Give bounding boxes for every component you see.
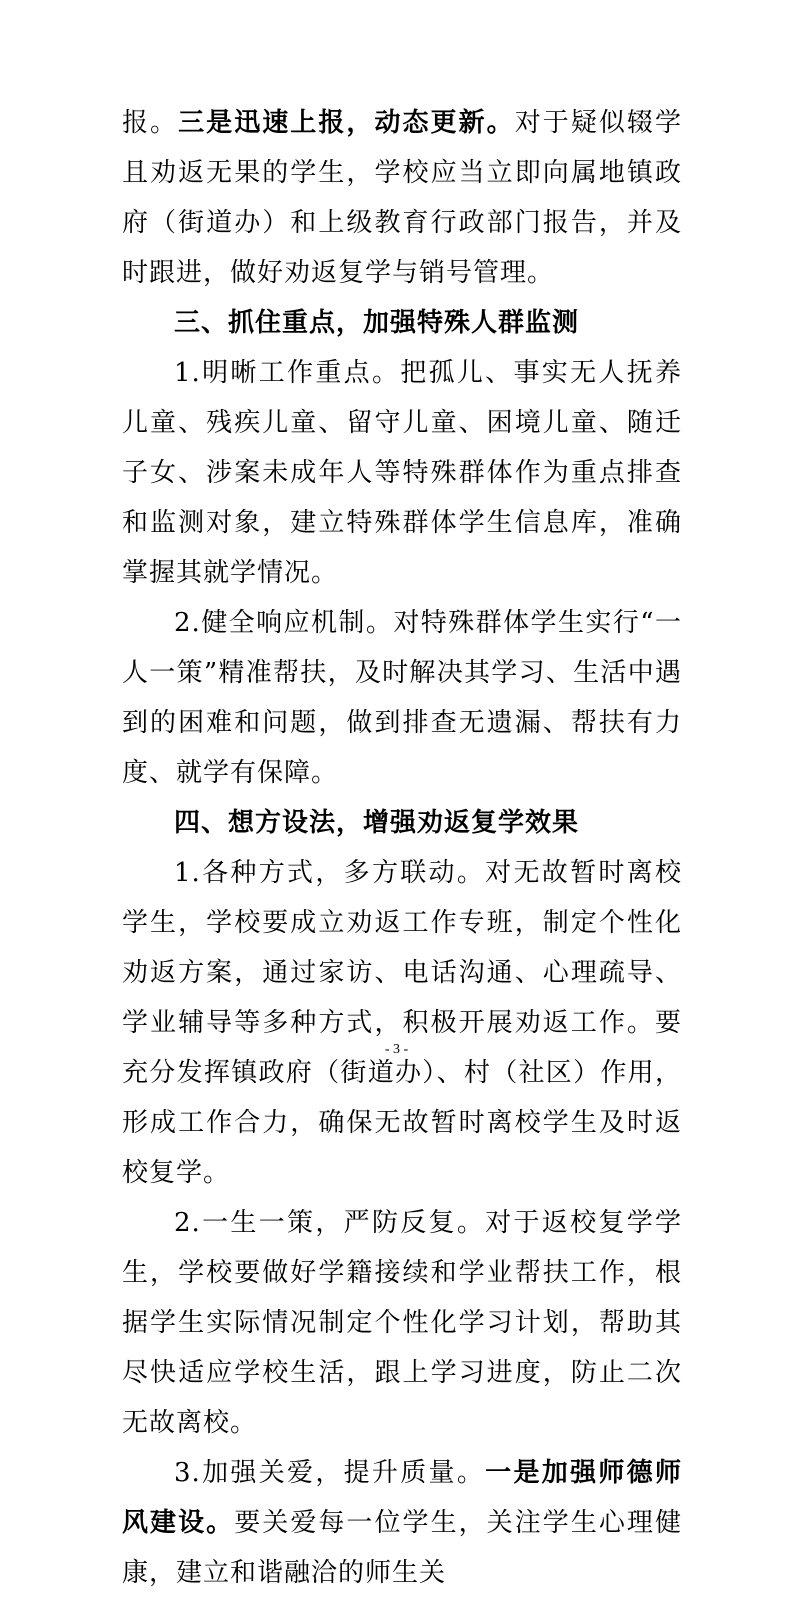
section-heading-3: 三、抓住重点，加强特殊人群监测 <box>174 308 580 338</box>
paragraph-clarify-focus: 1.明晰工作重点。把孤儿、事实无人抚养儿童、残疾儿童、留守儿童、困境儿童、随迁子女、涉案未成年人等特殊群体作为重点排查和监测对象，建立特殊群体学生信息库，准确掌握其就学情况。 <box>122 358 682 588</box>
paragraph-text-rest: 对于疑似辍学且劝返无果的学生，学校应当立即向属地镇政府（街道办）和上级教育行政部门报告，并及时跟进，做好劝返复学与销号管理。 <box>122 108 682 288</box>
paragraph-multi-linkage: 1.各种方式，多方联动。对无故暂时离校学生，学校要成立劝返工作专班，制定个性化劝返方案，通过家访、电话沟通、心理疏导、学业辅导等多种方式，积极开展劝返工作。要充分发挥镇政府（街道办）、村（社区）作用，形成工作合力，确保无故暂时离校学生及时返校复学。 <box>122 858 682 1188</box>
paragraph-text-start: 3.加强关爱，提升质量。 <box>174 1458 486 1488</box>
paragraph-continuation <box>122 98 682 298</box>
bold-phrase-rapid-report: 三是迅速上报，动态更新。 <box>178 108 515 138</box>
page-number: - 3 - <box>384 1042 409 1057</box>
paragraph-text-start: 报。 <box>122 108 179 138</box>
paragraph-response-mechanism: 2.健全响应机制。对特殊群体学生实行“一人一策”精准帮扶，及时解决其学习、生活中遇到的困难和问题，做到排查无遗漏、帮扶有力度、就学有保障。 <box>122 608 682 788</box>
paragraph-strengthen-care <box>122 1448 682 1598</box>
document-body <box>122 98 682 1598</box>
section-heading-4: 四、想方设法，增强劝返复学效果 <box>174 808 580 838</box>
paragraph-text-rest: 要关爱每一位学生，关注学生心理健康，建立和谐融洽的师生关 <box>122 1508 682 1588</box>
bold-phrase-teacher-ethics: 一是加强师德师风建设。 <box>122 1458 682 1538</box>
paragraph-one-student-one-policy: 2.一生一策，严防反复。对于返校复学学生，学校要做好学籍接续和学业帮扶工作，根据学生实际情况制定个性化学习计划，帮助其尽快适应学校生活，跟上学习进度，防止二次无故离校。 <box>122 1208 682 1438</box>
